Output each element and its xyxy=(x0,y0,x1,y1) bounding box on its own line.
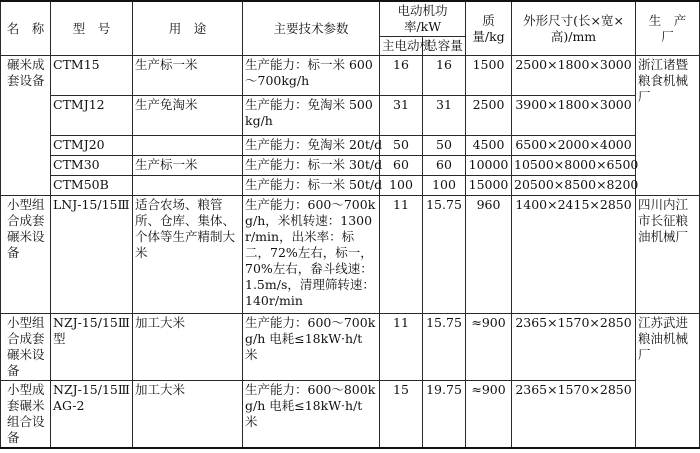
params-cell: 生产能力：600～700kg/h，米机转速：1300r/min，出米率：标二，72%左右，标一，70%左右，畚斗线速：1.5m/s，清理筛转速：140r/min xyxy=(243,196,380,314)
power-total-cell: 15.75 xyxy=(423,196,466,314)
table-row xyxy=(1,314,700,381)
mass-cell: 1500 xyxy=(466,56,512,96)
model-cell: CTMJ12 xyxy=(51,96,133,136)
header-model: 型 号 xyxy=(51,1,133,56)
params-cell: 生产能力：免淘米 20t/d xyxy=(243,136,380,156)
mass-cell: 4500 xyxy=(466,136,512,156)
use-cell xyxy=(133,136,243,156)
mass-cell: 15000 xyxy=(466,176,512,196)
power-main-cell: 16 xyxy=(380,56,423,96)
use-cell xyxy=(133,176,243,196)
power-main-cell: 11 xyxy=(380,314,423,381)
mass-cell: ≈900 xyxy=(466,381,512,449)
table-row xyxy=(1,176,700,196)
power-main-cell: 11 xyxy=(380,196,423,314)
name-cell: 小型成套碾米组合设备 xyxy=(1,381,51,449)
table-row xyxy=(1,96,700,136)
power-total-cell: 60 xyxy=(423,156,466,176)
power-total-cell: 31 xyxy=(423,96,466,136)
dims-cell: 2500×1800×3000 xyxy=(512,56,636,96)
header-params: 主要技术参数 xyxy=(243,1,380,56)
power-main-cell: 15 xyxy=(380,381,423,449)
power-main-cell: 100 xyxy=(380,176,423,196)
table-row xyxy=(1,381,700,449)
use-cell: 生产标一米 xyxy=(133,156,243,176)
power-main-cell: 60 xyxy=(380,156,423,176)
header-maker: 生 产 厂 xyxy=(636,1,700,56)
table-header xyxy=(1,1,700,56)
model-cell: CTM30 xyxy=(51,156,133,176)
dims-cell: 1400×2415×2850 xyxy=(512,196,636,314)
table-row xyxy=(1,156,700,176)
model-cell: CTM50B xyxy=(51,176,133,196)
mass-cell: 10000 xyxy=(466,156,512,176)
params-cell: 生产能力：600～700kg/h 电耗≤18kW·h/t 米 xyxy=(243,314,380,381)
params-cell: 生产能力：600～800kg/h 电耗≤18kW·h/t 米 xyxy=(243,381,380,449)
use-cell: 适合农场、粮管所、仓库、集体、个体等生产精制大米 xyxy=(133,196,243,314)
model-cell: CTMJ20 xyxy=(51,136,133,156)
dims-cell: 10500×8000×6500 xyxy=(512,156,636,176)
mass-cell: 2500 xyxy=(466,96,512,136)
name-cell: 碾米成套设备 xyxy=(1,56,51,196)
params-cell: 生产能力：标一米 30t/d xyxy=(243,156,380,176)
dims-cell: 6500×2000×4000 xyxy=(512,136,636,156)
power-main-cell: 31 xyxy=(380,96,423,136)
params-cell: 生产能力：标一米 50t/d xyxy=(243,176,380,196)
table-row xyxy=(1,136,700,156)
power-total-cell: 100 xyxy=(423,176,466,196)
power-total-cell: 50 xyxy=(423,136,466,156)
header-use: 用 途 xyxy=(133,1,243,56)
mass-cell: ≈900 xyxy=(466,314,512,381)
use-cell: 加工大米 xyxy=(133,314,243,381)
dims-cell: 20500×8500×8200 xyxy=(512,176,636,196)
params-cell: 生产能力：免淘米 500kg/h xyxy=(243,96,380,136)
header-power-total: 总容量 xyxy=(423,37,466,56)
mass-cell: 960 xyxy=(466,196,512,314)
name-cell: 小型组合成套碾米设备 xyxy=(1,196,51,314)
model-cell: CTM15 xyxy=(51,56,133,96)
power-total-cell: 16 xyxy=(423,56,466,96)
maker-cell: 浙江诸暨粮食机械厂 xyxy=(636,56,700,196)
use-cell: 生产标一米 xyxy=(133,56,243,96)
use-cell: 生产免淘米 xyxy=(133,96,243,136)
name-cell: 小型组合成套碾米设备 xyxy=(1,314,51,381)
header-power-main: 主电动机 xyxy=(380,37,423,56)
power-total-cell: 15.75 xyxy=(423,314,466,381)
header-power: 电动机功率/kW xyxy=(380,1,466,37)
header-dims: 外形尺寸(长×宽×高)/mm xyxy=(512,1,636,56)
model-cell: NZJ-15/15Ⅲ AG-2 xyxy=(51,381,133,449)
header-mass: 质量/kg xyxy=(466,1,512,56)
dims-cell: 2365×1570×2850 xyxy=(512,314,636,381)
use-cell: 加工大米 xyxy=(133,381,243,449)
maker-cell: 江苏武进粮油机械厂 xyxy=(636,314,700,449)
table-row xyxy=(1,56,700,96)
power-main-cell: 50 xyxy=(380,136,423,156)
power-total-cell: 19.75 xyxy=(423,381,466,449)
table-row xyxy=(1,196,700,314)
model-cell: NZJ-15/15Ⅲ型 xyxy=(51,314,133,381)
model-cell: LNJ-15/15Ⅲ xyxy=(51,196,133,314)
dims-cell: 2365×1570×2850 xyxy=(512,381,636,449)
maker-cell: 四川内江市长征粮油机械厂 xyxy=(636,196,700,314)
header-name: 名 称 xyxy=(1,1,51,56)
dims-cell: 3900×1800×3000 xyxy=(512,96,636,136)
table-body xyxy=(1,56,700,449)
params-cell: 生产能力：标一米 600～700kg/h xyxy=(243,56,380,96)
